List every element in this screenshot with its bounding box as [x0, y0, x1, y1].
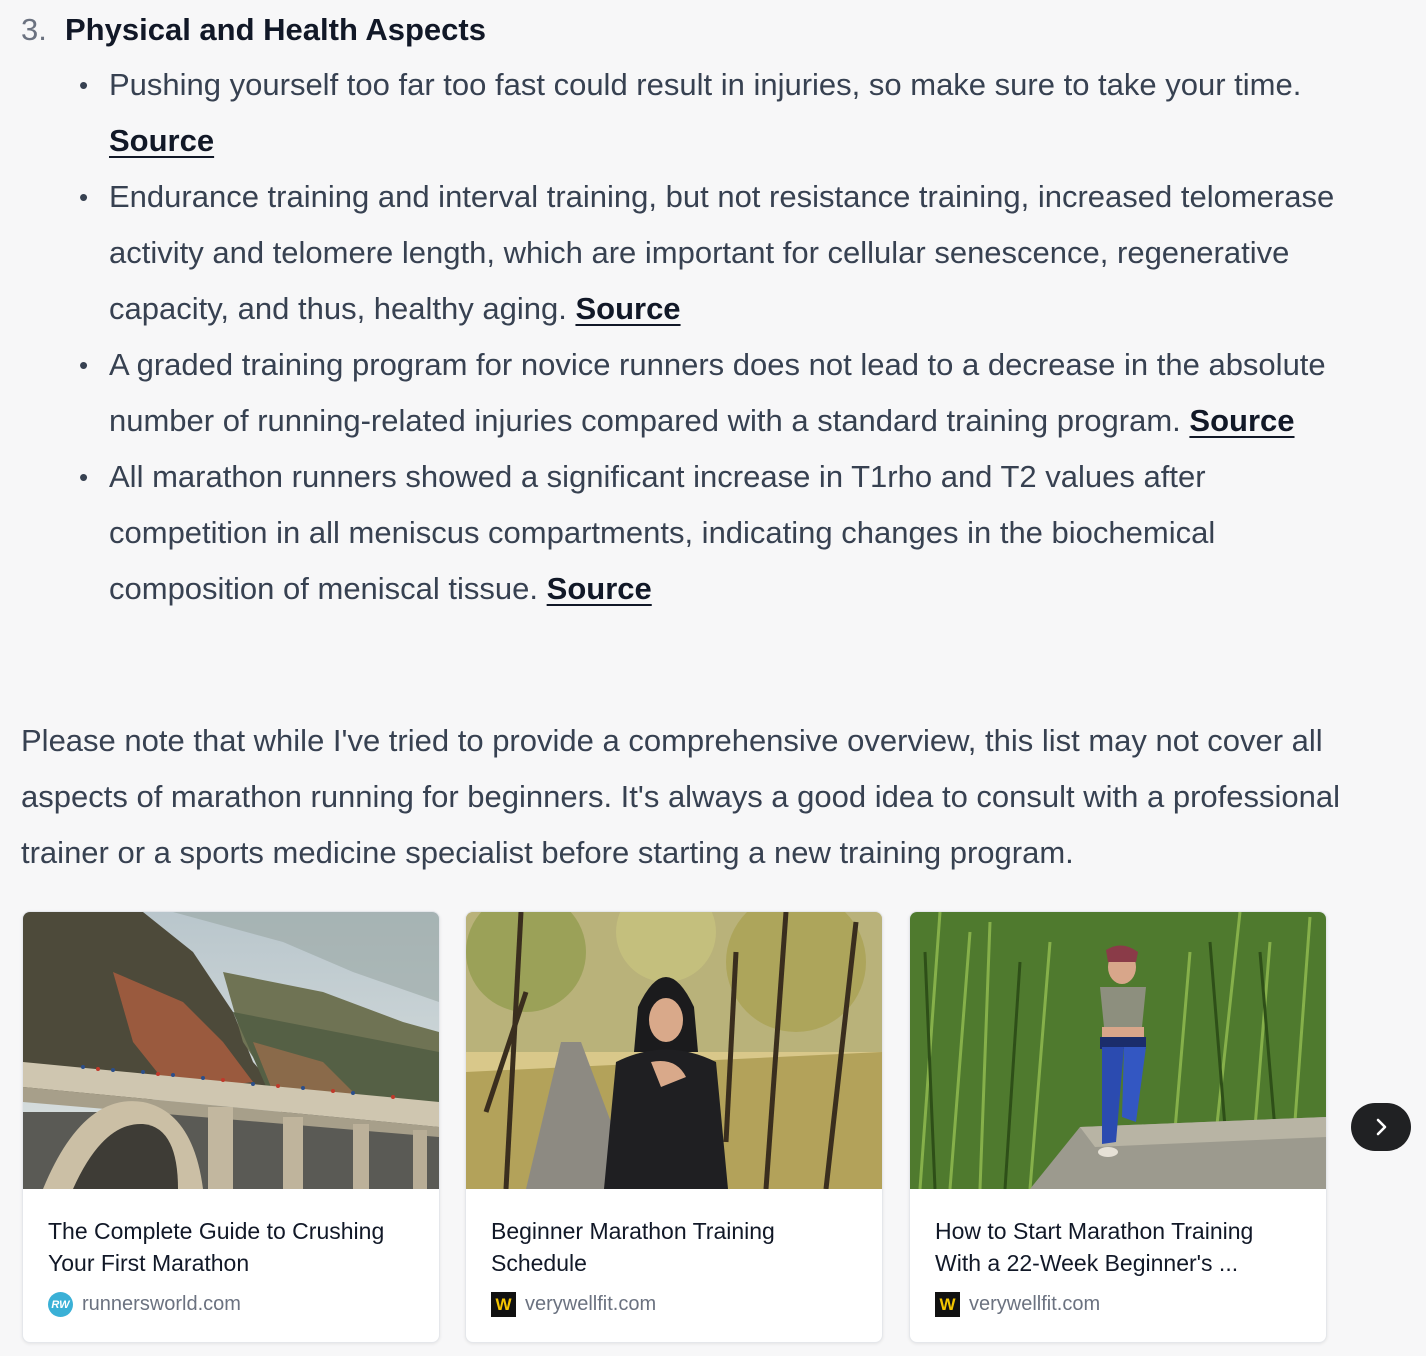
carousel-next-button[interactable]	[1351, 1103, 1411, 1151]
bullet-list	[21, 57, 1341, 617]
section-heading	[21, 10, 486, 50]
card-title: Beginner Marathon Training Schedule	[491, 1218, 775, 1276]
bullet-text: All marathon runners showed a significant increase in T1rho and T2 values after competition in all meniscus compartments, indicating changes in the biochemical composition of meniscal tissue.	[109, 459, 1216, 606]
card-site-label: verywellfit.com	[525, 1293, 657, 1315]
card-site-label: verywellfit.com	[969, 1293, 1101, 1315]
source-link[interactable]: Source	[109, 123, 215, 158]
chevron-right-icon	[1370, 1116, 1392, 1138]
verywellfit-logo-icon: W	[491, 1292, 516, 1317]
verywellfit-logo-icon: W	[935, 1292, 960, 1317]
card-title: How to Start Marathon Training With a 22-Week Beginner's ...	[935, 1218, 1254, 1276]
source-link[interactable]: Source	[546, 571, 652, 606]
runner-trail-photo-image	[910, 912, 1326, 1189]
source-card[interactable]	[22, 911, 440, 1343]
card-title: The Complete Guide to Crushing Your First Marathon	[48, 1218, 385, 1276]
card-site	[935, 1292, 1100, 1317]
bridge-photo-image	[23, 912, 439, 1189]
bullet-text: A graded training program for novice runners does not lead to a decrease in the absolute number of running-related injuries compared with a standard training program.	[109, 347, 1326, 438]
runnersworld-logo-icon: RW	[48, 1292, 73, 1317]
card-site-label: runnersworld.com	[82, 1293, 241, 1315]
list-item	[21, 169, 1341, 337]
section-title: Physical and Health Aspects	[65, 12, 486, 47]
card-site	[491, 1292, 656, 1317]
bullet-dot: •	[79, 350, 89, 380]
source-link[interactable]: Source	[1189, 403, 1295, 438]
bullet-dot: •	[79, 70, 89, 100]
source-card[interactable]	[909, 911, 1327, 1343]
list-item	[21, 337, 1341, 449]
source-link[interactable]: Source	[575, 291, 681, 326]
source-card[interactable]	[465, 911, 883, 1343]
card-site	[48, 1292, 241, 1317]
bullet-text: Pushing yourself too far too fast could result in injuries, so make sure to take your time.	[109, 67, 1302, 102]
list-item	[21, 449, 1341, 617]
bullet-dot: •	[79, 182, 89, 212]
bullet-text: Endurance training and interval training, but not resistance training, increased telomerase activity and telomere length, which are important for cellular senescence, regenerative capacity, and thus, healthy aging.	[109, 179, 1335, 326]
bullet-dot: •	[79, 462, 89, 492]
list-item	[21, 57, 1341, 169]
runner-park-photo-image	[466, 912, 882, 1189]
section-number: 3.	[21, 12, 47, 47]
closing-note: Please note that while I've tried to provide a comprehensive overview, this list may not cover all aspects of marathon running for beginners. It's always a good idea to consult with a professional trainer or a sports medicine specialist before starting a new training program.	[21, 723, 1341, 870]
